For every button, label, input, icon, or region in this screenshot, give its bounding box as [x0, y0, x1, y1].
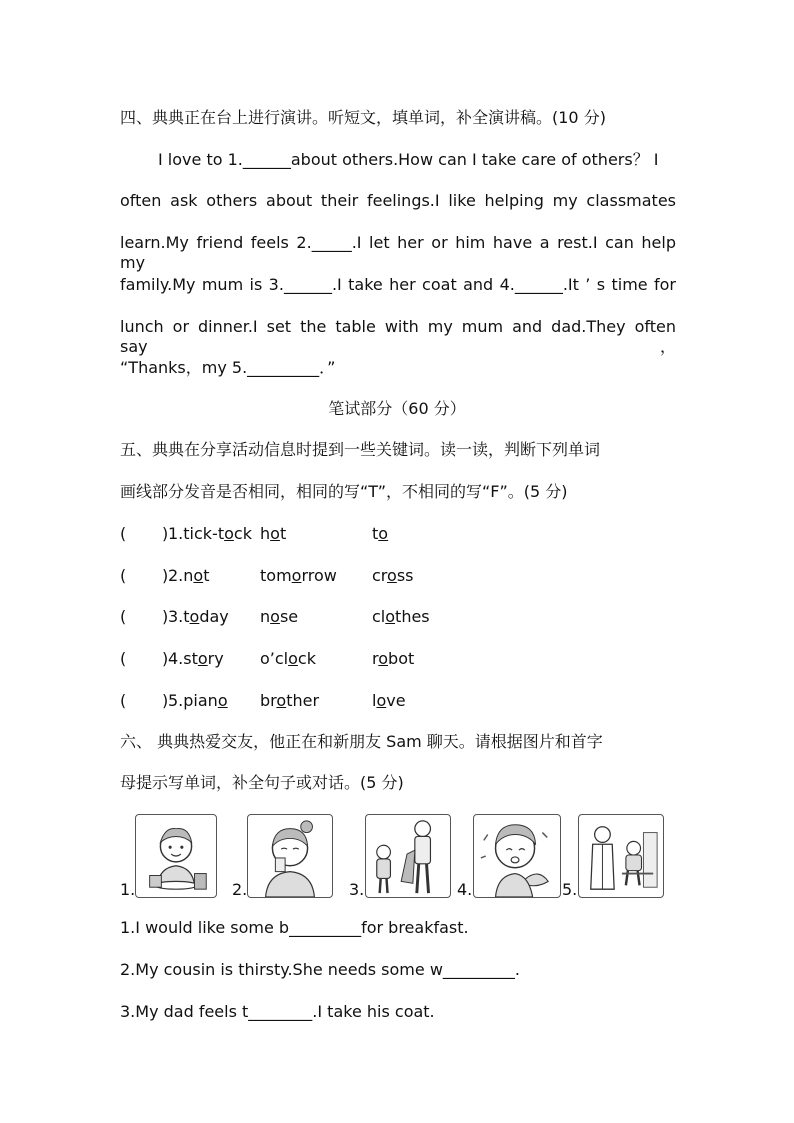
word-3-part: bot	[388, 649, 415, 668]
word-3	[372, 649, 414, 669]
word-2-underlined-letter: o	[291, 566, 302, 585]
word-1-part: t	[183, 607, 190, 626]
word-1-part: pian	[183, 691, 218, 710]
sentence-1: 1.I would like some b_________for breakfast.	[120, 918, 469, 937]
picture-boy-breakfast	[135, 814, 217, 898]
word-3-underlined-letter: o	[387, 566, 397, 585]
word-2-part: br	[260, 691, 277, 710]
word-2-part: ther	[286, 691, 320, 710]
answer-bracket-open[interactable]: (	[120, 607, 127, 626]
word-2-part: se	[279, 607, 299, 626]
word-2	[260, 566, 337, 586]
passage-line-5: lunch or dinner.I set the table with my mum and dad.They often say，	[120, 317, 676, 356]
word-3	[372, 566, 414, 586]
section-6-heading-line-1: 六、 典典热爱交友，他正在和新朋友 Sam 聊天。请根据图片和首字	[120, 732, 603, 751]
item-number-text: 1.	[168, 524, 184, 543]
word-2-part: rrow	[301, 566, 337, 585]
phonics-row	[120, 566, 680, 586]
word-1-underlined-letter: o	[224, 524, 234, 543]
section-5-heading-line-1: 五、典典在分享活动信息时提到一些关键词。读一读，判断下列单词	[120, 440, 601, 459]
word-3-part: cl	[372, 607, 386, 626]
word-3-part: l	[372, 691, 377, 710]
picture-label-5: 5.	[562, 880, 578, 899]
written-part-title: 笔试部分（60 分）	[328, 399, 466, 418]
word-3-underlined-letter: o	[378, 524, 389, 543]
sentence-2: 2.My cousin is thirsty.She needs some w_________.	[120, 960, 520, 979]
word-1	[183, 649, 223, 668]
item-number	[168, 691, 228, 711]
word-1-part: ry	[207, 649, 224, 668]
answer-bracket-close: )	[162, 649, 169, 668]
picture-label-2: 2.	[232, 880, 248, 899]
word-1-part: ck	[233, 524, 252, 543]
item-number-text: 4.	[168, 649, 184, 668]
answer-bracket-open[interactable]: (	[120, 649, 127, 668]
item-number	[168, 649, 224, 669]
section-4-heading: 四、典典正在台上进行演讲。听短文，填单词，补全演讲稿。(10 分)	[120, 108, 606, 127]
word-3-underlined-letter: o	[385, 607, 396, 626]
word-3-underlined-letter: o	[376, 691, 387, 710]
word-3	[372, 607, 430, 627]
item-number	[168, 524, 252, 544]
phonics-row	[120, 691, 680, 711]
word-3-part: ve	[386, 691, 406, 710]
item-number-text: 5.	[168, 691, 184, 710]
picture-girl-drinking	[247, 814, 333, 898]
word-2	[260, 524, 286, 544]
picture-doctor-and-child	[578, 814, 664, 898]
section-5-heading-line-2: 画线部分发音是否相同，相同的写“T”，不相同的写“F”。(5 分)	[120, 482, 568, 501]
word-1-underlined-letter: o	[197, 649, 208, 668]
word-2-part: ck	[297, 649, 316, 668]
picture-label-1: 1.	[120, 880, 136, 899]
item-number	[168, 607, 229, 627]
answer-bracket-close: )	[162, 524, 169, 543]
word-1-part: day	[199, 607, 229, 626]
answer-bracket-open[interactable]: (	[120, 691, 127, 710]
passage-line-3: learn.My friend feels 2._____.I let her or him have a rest.I can help my	[120, 233, 676, 272]
item-number-text: 3.	[168, 607, 184, 626]
word-1	[183, 691, 227, 710]
word-2	[260, 691, 319, 711]
word-1	[183, 566, 209, 585]
answer-bracket-close: )	[162, 566, 169, 585]
word-2-part: t	[279, 524, 287, 543]
word-1-part: st	[183, 649, 198, 668]
word-1-underlined-letter: o	[193, 566, 204, 585]
picture-label-3: 3.	[349, 880, 365, 899]
word-1-part: tick-t	[183, 524, 225, 543]
word-2-underlined-letter: o	[276, 691, 287, 710]
word-2-part: o’cl	[260, 649, 289, 668]
sentence-3: 3.My dad feels t________.I take his coat.	[120, 1002, 435, 1021]
word-2	[260, 649, 316, 669]
word-3-part: thes	[395, 607, 430, 626]
answer-bracket-close: )	[162, 607, 169, 626]
word-1	[183, 607, 229, 626]
phonics-row	[120, 607, 680, 627]
passage-line-1: I love to 1.______about others.How can I take care of others？ I	[158, 150, 659, 169]
phonics-row	[120, 524, 680, 544]
word-1-part: n	[183, 566, 194, 585]
picture-boy-hot	[473, 814, 561, 898]
picture-dad-and-boy	[365, 814, 451, 898]
picture-label-4: 4.	[457, 880, 473, 899]
word-3-underlined-letter: o	[378, 649, 389, 668]
item-number	[168, 566, 209, 586]
word-3-part: ss	[396, 566, 414, 585]
word-1-underlined-letter: o	[189, 607, 200, 626]
answer-bracket-close: )	[162, 691, 169, 710]
passage-line-2: often ask others about their feelings.I like helping my classmates	[120, 191, 676, 210]
item-number-text: 2.	[168, 566, 184, 585]
passage-line-6: “Thanks，my 5._________．”	[120, 358, 336, 377]
word-2-underlined-letter: o	[288, 649, 298, 668]
word-1-part: t	[203, 566, 210, 585]
word-3-part: cr	[372, 566, 388, 585]
word-2-part: h	[260, 524, 271, 543]
word-3-part: r	[372, 649, 379, 668]
word-3-part: t	[372, 524, 379, 543]
word-2-underlined-letter: o	[270, 607, 280, 626]
answer-bracket-open[interactable]: (	[120, 566, 127, 585]
word-2	[260, 607, 298, 627]
word-1-underlined-letter: o	[217, 691, 228, 710]
word-2-underlined-letter: o	[270, 524, 280, 543]
word-3	[372, 524, 388, 544]
word-2-part: n	[260, 607, 271, 626]
word-2-part: tom	[260, 566, 292, 585]
answer-bracket-open[interactable]: (	[120, 524, 127, 543]
section-6-heading-line-2: 母提示写单词，补全句子或对话。(5 分)	[120, 773, 404, 792]
passage-line-4: family.My mum is 3.______.I take her coat and 4.______.It ’ s time for	[120, 275, 676, 294]
word-1	[183, 524, 252, 543]
word-3	[372, 691, 406, 711]
phonics-row	[120, 649, 680, 669]
